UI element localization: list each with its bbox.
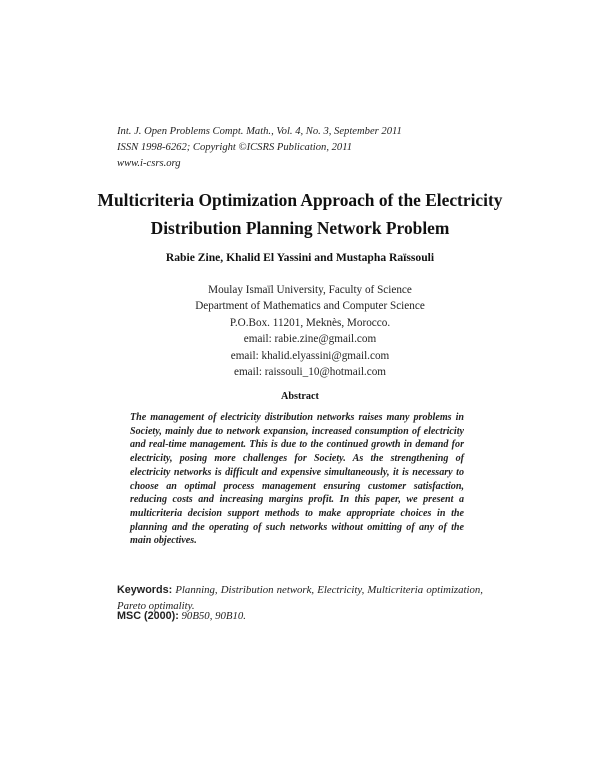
email-1: email: rabie.zine@gmail.com [243, 333, 377, 346]
msc-label: MSC (2000): [117, 610, 179, 622]
department: Department of Mathematics and Computer Science [195, 300, 425, 313]
abstract-text: The management of electricity distribution networks raises many problems in Society, mainly due to network expansion, increased consumption of electricity and real-time management. This is due to the continued growth in demand for electricity, posing more challenges for Society. As the strengthening of electricity networks is difficult and expensive simultaneously, it is necessary to choose an optimal process management ensuring customer satisfaction, reducing costs and increasing margins profit. In this paper, we present a multicriteria decision support methods to make appropriate choices in the planning and the operating of such networks without omitting of any of the main objectives. [130, 412, 464, 547]
abstract-heading: Abstract [281, 391, 319, 402]
journal-issn: ISSN 1998-6262; Copyright ©ICSRS Publication, 2011 [117, 142, 353, 153]
journal-website: www.i-csrs.org [117, 158, 181, 169]
journal-citation: Int. J. Open Problems Compt. Math., Vol. 4, No. 3, September 2011 [117, 126, 402, 137]
keywords-text: Planning, Distribution network, Electricity, Multicriteria optimization, Pareto optimality. [117, 584, 484, 612]
email-3: email: raissouli_10@hotmail.com [234, 366, 386, 379]
title-line-2: Distribution Planning Network Problem [150, 218, 450, 238]
university: Moulay Ismaïl University, Faculty of Science [208, 284, 412, 296]
paper-title [40, 186, 560, 242]
title-line-1: Multicriteria Optimization Approach of the Electricity [97, 190, 503, 210]
email-2: email: khalid.elyassini@gmail.com [230, 349, 390, 362]
msc-classification [117, 610, 246, 622]
authors: Rabie Zine, Khalid El Yassini and Mustapha Raïssouli [165, 251, 435, 264]
keywords-label: Keywords: [117, 584, 173, 596]
affiliation [100, 282, 520, 380]
msc-text: 90B50, 90B10. [181, 610, 246, 622]
journal-header [117, 124, 402, 172]
postal-address: P.O.Box. 11201, Meknès, Morocco. [229, 316, 391, 329]
